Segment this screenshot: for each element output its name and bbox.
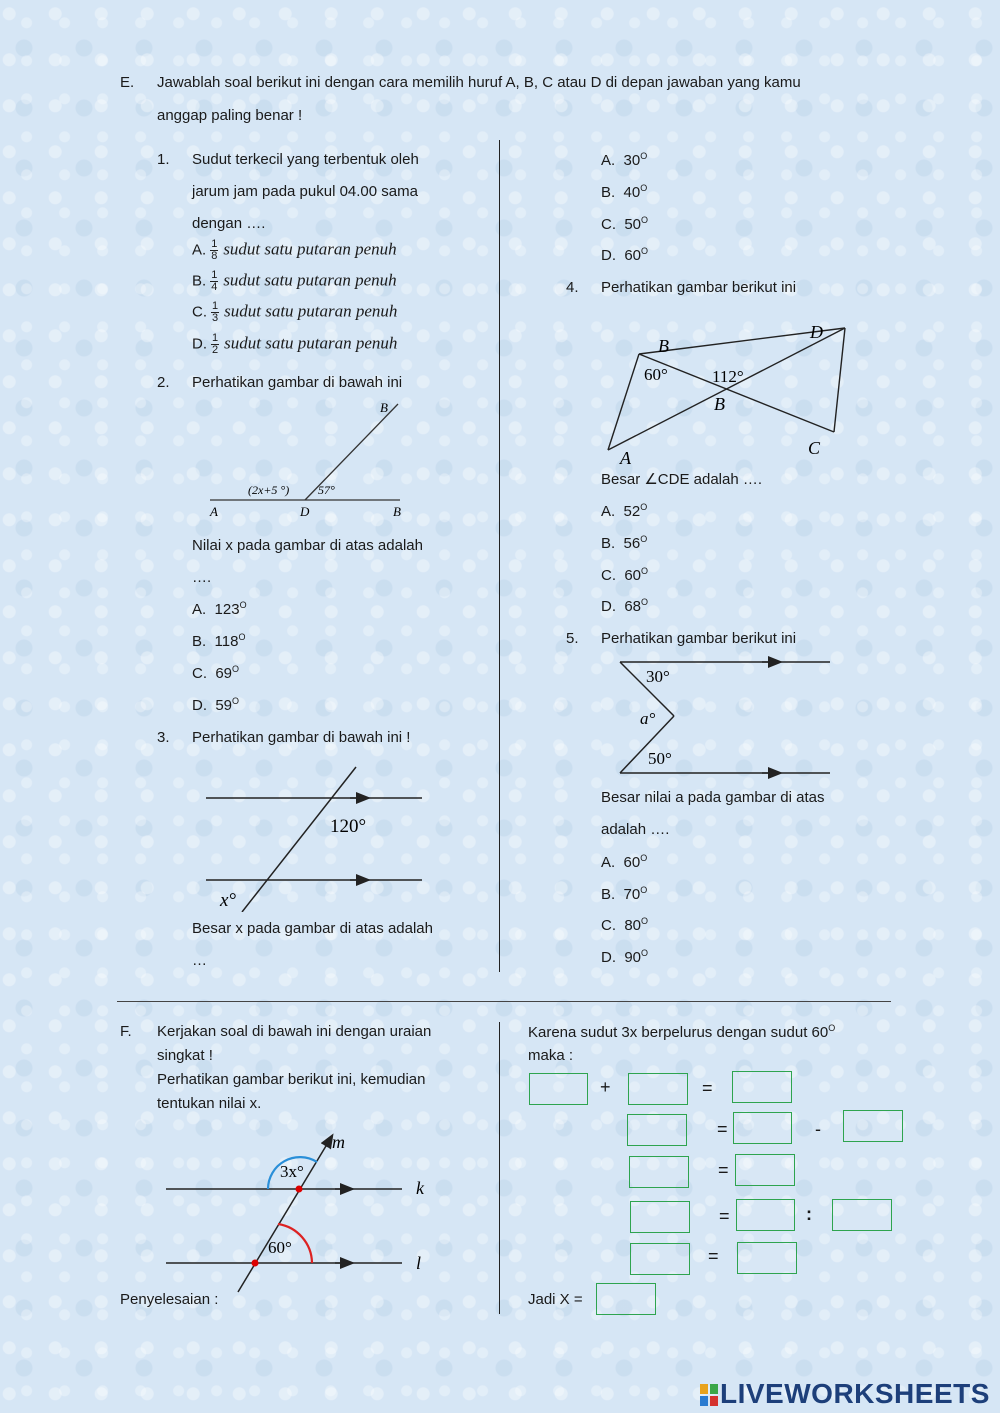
q5-angle-label-2: a°: [640, 709, 656, 728]
answer-box-r2-c[interactable]: [843, 1110, 903, 1142]
column-divider-e: [499, 140, 500, 972]
f-transversal-m: [238, 1136, 332, 1292]
minus-sign: -: [815, 1119, 821, 1139]
q2-text: Perhatikan gambar di bawah ini: [192, 374, 403, 391]
q4-label-b-top: B: [658, 336, 669, 356]
q2-angle-label-1: (2x+5 °): [248, 483, 290, 497]
q5-question-1: Besar nilai a pada gambar di atas: [601, 789, 825, 806]
option-label: C.: [192, 303, 207, 321]
option-text: sudut satu putaran penuh: [224, 301, 398, 321]
q2-label-a: A: [210, 504, 218, 519]
section-f-letter: F.: [120, 1023, 132, 1040]
q5-option-d[interactable]: D. $90^O$: [601, 948, 649, 966]
q4-line-ba: [608, 354, 639, 450]
q4-number: 4.: [566, 279, 579, 296]
equals-sign-r1: =: [702, 1078, 713, 1098]
fraction: $\frac{1}{4}$: [211, 269, 218, 293]
q2-question-1: Nilai x pada gambar di atas adalah: [192, 537, 423, 554]
logo-mark-icon: [700, 1384, 718, 1406]
q3-angle-label-2: x°: [220, 890, 237, 911]
equals-sign-r5: =: [708, 1246, 719, 1266]
q4-option-d[interactable]: D. $68^O$: [601, 597, 649, 615]
q2-figure: [200, 396, 410, 522]
q3-number: 3.: [157, 729, 170, 746]
q1-option-c[interactable]: [192, 301, 397, 324]
q4-option-c[interactable]: C. $60^O$: [601, 566, 649, 584]
f-label-k: k: [416, 1178, 424, 1198]
q4-label-d: D: [810, 322, 823, 342]
option-label: A.: [192, 241, 207, 259]
q4-label-b-mid: B: [714, 394, 725, 414]
fraction: $\frac{1}{2}$: [212, 332, 219, 356]
q2-option-a[interactable]: A. $123^O$: [192, 600, 247, 618]
q4-line-bc: [639, 354, 834, 432]
q3-option-c[interactable]: C. $50^O$: [601, 215, 649, 233]
answer-box-final[interactable]: [596, 1283, 656, 1315]
q4-option-b[interactable]: B. $56^O$: [601, 534, 648, 552]
q3-angle-label-1: 120°: [330, 816, 367, 837]
q4-angle-label-2: 112°: [712, 367, 744, 386]
answer-box-r4-b[interactable]: [736, 1199, 795, 1231]
q3-transversal: [242, 767, 356, 912]
plus-sign: +: [600, 1077, 611, 1097]
divide-sign: :: [806, 1204, 812, 1224]
q3-figure: [200, 762, 430, 912]
q2-label-b-bottom: B: [393, 504, 401, 519]
q3-option-a[interactable]: A. $30^O$: [601, 151, 648, 169]
section-separator: [117, 1001, 891, 1002]
q5-option-b[interactable]: B. $70^O$: [601, 885, 648, 903]
q1-text-1: Sudut terkecil yang terbentuk oleh: [192, 151, 419, 168]
q2-label-b-top: B: [380, 400, 388, 415]
q2-angle-label-2: 57°: [318, 483, 335, 497]
q5-figure: [612, 652, 837, 782]
q1-option-a[interactable]: [192, 239, 397, 262]
q2-option-b[interactable]: B. $118^O$: [192, 632, 246, 650]
q5-number: 5.: [566, 630, 579, 647]
f-label-m: m: [332, 1132, 345, 1152]
answer-box-r1-a[interactable]: [529, 1073, 588, 1105]
column-divider-f: [499, 1022, 500, 1314]
option-label: B.: [192, 272, 207, 290]
answer-box-r1-c[interactable]: [732, 1071, 792, 1103]
section-f-instruction-2: singkat !: [157, 1047, 213, 1064]
answer-box-r4-c[interactable]: [832, 1199, 892, 1231]
section-f-instruction-4: tentukan nilai x.: [157, 1095, 262, 1112]
q3-option-b[interactable]: B. $40^O$: [601, 183, 648, 201]
q4-text: Perhatikan gambar berikut ini: [601, 279, 797, 296]
fraction: $\frac{1}{8}$: [211, 238, 218, 262]
q4-line-ad: [608, 328, 845, 450]
liveworksheets-logo: [700, 1378, 990, 1410]
equals-sign-r3: =: [718, 1160, 729, 1180]
section-e-instruction-1: Jawablah soal berikut ini dengan cara memilih huruf A, B, C atau D di depan jawaban yang kamu: [157, 74, 801, 91]
answer-box-r2-b[interactable]: [733, 1112, 792, 1144]
section-e-letter: E.: [120, 74, 135, 91]
equals-sign-r4: =: [719, 1206, 730, 1226]
answer-box-r3-a[interactable]: [629, 1156, 689, 1188]
q4-option-a[interactable]: A. $52^O$: [601, 502, 648, 520]
q3-option-d[interactable]: D. $60^O$: [601, 246, 649, 264]
answer-box-r4-a[interactable]: [630, 1201, 690, 1233]
f-angle-label-1: 3x°: [280, 1162, 304, 1181]
section-f-instruction-1: Kerjakan soal di bawah ini dengan uraian: [157, 1023, 432, 1040]
answer-box-r5-a[interactable]: [630, 1243, 690, 1275]
q3-text: Perhatikan gambar di bawah ini !: [192, 729, 411, 746]
q5-text: Perhatikan gambar berikut ini: [601, 630, 797, 647]
answer-box-r5-b[interactable]: [737, 1242, 797, 1274]
answer-box-r1-b[interactable]: [628, 1073, 688, 1105]
solution-label: Penyelesaian :: [120, 1291, 219, 1308]
q4-label-a: A: [620, 448, 631, 468]
q2-option-c[interactable]: C. $69^O$: [192, 664, 240, 682]
reason-line-2: maka :: [528, 1047, 574, 1064]
q1-number: 1.: [157, 151, 170, 168]
answer-box-r3-b[interactable]: [735, 1154, 795, 1186]
q1-text-3: dengan ….: [192, 215, 266, 232]
q5-angle-label-3: 50°: [648, 749, 672, 768]
q3-question-2: …: [192, 952, 207, 969]
q2-number: 2.: [157, 374, 170, 391]
q5-option-c[interactable]: C. $80^O$: [601, 916, 649, 934]
f-point-l: [252, 1260, 259, 1267]
answer-label: Jadi X =: [528, 1291, 583, 1308]
q5-question-2: adalah ….: [601, 821, 670, 838]
q2-option-d[interactable]: D. $59^O$: [192, 696, 240, 714]
q4-label-c: C: [808, 438, 821, 458]
q1-option-b[interactable]: [192, 270, 397, 293]
q4-figure: [602, 318, 862, 468]
q1-text-2: jarum jam pada pukul 04.00 sama: [192, 183, 418, 200]
option-text: sudut satu putaran penuh: [224, 333, 398, 353]
option-text: sudut satu putaran penuh: [223, 239, 397, 259]
f-point-k: [296, 1186, 303, 1193]
q4-question: Besar ∠CDE adalah ….: [601, 471, 763, 488]
q1-option-d[interactable]: [192, 333, 397, 356]
q3-question-1: Besar x pada gambar di atas adalah: [192, 920, 433, 937]
section-f-instruction-3: Perhatikan gambar berikut ini, kemudian: [157, 1071, 426, 1088]
f-angle-label-2: 60°: [268, 1238, 292, 1257]
q2-question-2: ….: [192, 569, 212, 586]
fraction: $\frac{1}{3}$: [212, 300, 219, 324]
option-label: D.: [192, 335, 207, 353]
section-e-instruction-2: anggap paling benar !: [157, 107, 303, 124]
equals-sign-r2: =: [717, 1119, 728, 1139]
q5-option-a[interactable]: A. $60^O$: [601, 853, 648, 871]
q5-angle-label-1: 30°: [646, 667, 670, 686]
f-label-l: l: [416, 1253, 422, 1273]
answer-box-r2-a[interactable]: [627, 1114, 687, 1146]
option-text: sudut satu putaran penuh: [223, 270, 397, 290]
f-figure: [160, 1126, 440, 1294]
q4-line-dc: [834, 328, 845, 432]
q4-angle-label-1: 60°: [644, 365, 668, 384]
logo-text: LIVEWORKSHEETS: [720, 1378, 990, 1409]
q2-label-d: D: [300, 504, 310, 519]
reason-line-1: Karena sudut 3x berpelurus dengan sudut $60^O$: [528, 1023, 836, 1041]
